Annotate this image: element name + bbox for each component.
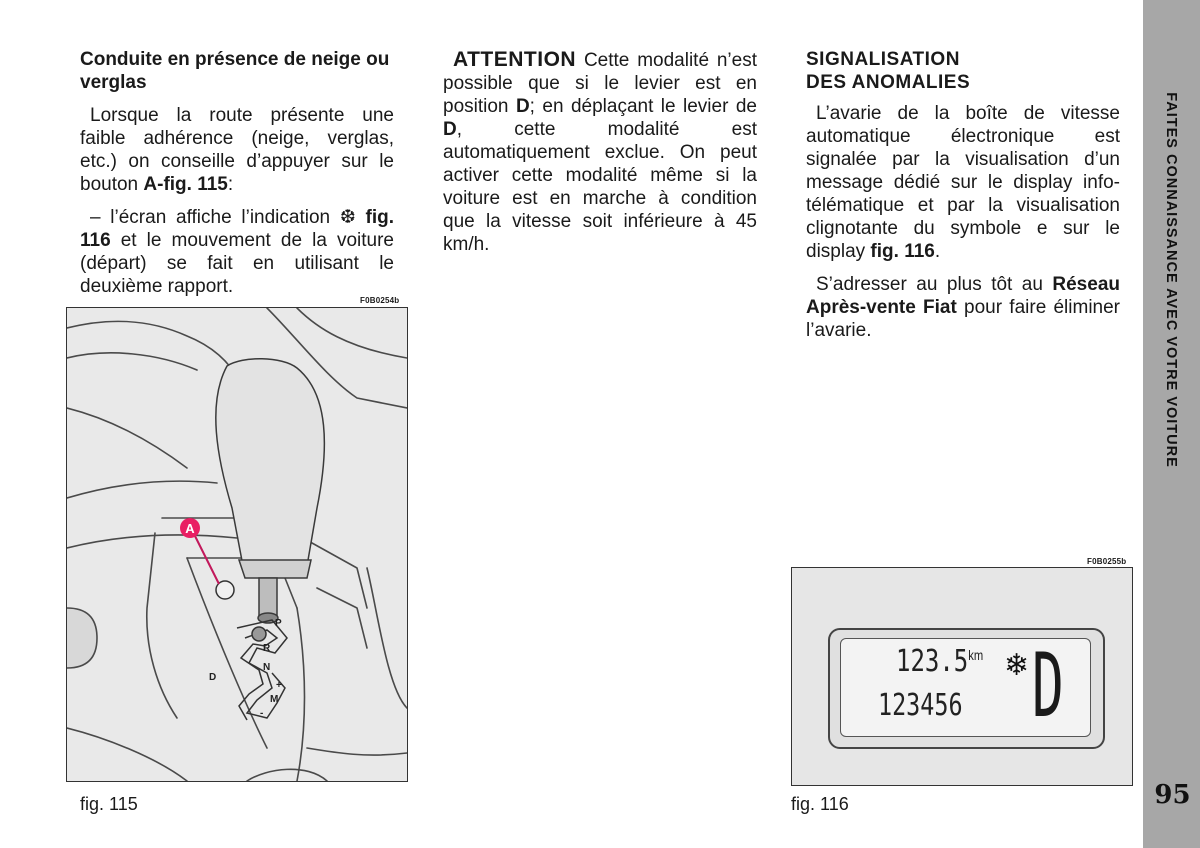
- figure-reference: fig. 116: [870, 241, 935, 262]
- gear-label-d: D: [209, 672, 217, 683]
- paragraph-snow-instructions: Lorsque la route présente une faible adhérence (neige, verglas, etc.) on conseille d’appuyer sur le bouton A-fig. 115:: [80, 105, 394, 195]
- section-heading-anomalies: SIGNALISATION DES ANOMALIES: [806, 49, 971, 93]
- paragraph-display-indication: – l’écran affiche l’indication ❆ fig. 116 et le mouvement de la voiture (départ) se fait en utilisant le deuxième rapport.: [80, 207, 395, 297]
- snowflake-icon: ❆: [339, 207, 356, 228]
- figure-reference: A-fig. 115: [143, 174, 228, 195]
- attention-label: ATTENTION: [453, 48, 577, 71]
- snowflake-icon: ❄: [1004, 649, 1030, 682]
- figure-116-display: [791, 567, 1133, 786]
- right-column: [806, 48, 1120, 342]
- section-title-vertical: FAITES CONNAISSANCE AVEC VOTRE VOITURE: [1163, 92, 1179, 468]
- section-heading-snow: Conduite en présence de neige ou verglas: [80, 49, 390, 93]
- figure-caption: fig. 115: [80, 794, 138, 814]
- gear-label-plus: +: [276, 680, 282, 691]
- figure-caption: fig. 116: [791, 794, 849, 814]
- lcd-odometer: 123456: [878, 688, 963, 723]
- page-number: 95: [1154, 780, 1191, 810]
- lcd-gear-indicator: D: [1032, 634, 1064, 737]
- gear-label-r: R: [263, 643, 271, 654]
- gear-label-p: P: [275, 618, 282, 629]
- paragraph-service-network: S’adresser au plus tôt au Réseau Après-vente Fiat pour faire éliminer l’avarie.: [806, 274, 1121, 341]
- left-column: [80, 48, 394, 298]
- figure-115-gear-lever: [66, 307, 408, 782]
- attention-note: ATTENTION Cette modalité n’est possible que si le levier est en position D; en déplaçant le levier de D, cette modalité est automatiquement exclue. On peut activer cette modalité même si la voiture est en marche à condition que la vitesse soit inférieure à 45 km/h.: [443, 48, 757, 255]
- figure-code: F0B0254b: [360, 296, 400, 305]
- lcd-distance: $123.5^{km}$: [896, 644, 984, 679]
- gear-label-m: M: [270, 694, 279, 705]
- figure-code: F0B0255b: [1087, 557, 1127, 566]
- paragraph-anomaly-signal: L’avarie de la boîte de vitesse automatique électronique est signalée par la visualisation d’un message dédié sur le display info-télématique et par la visualisation clignotante du symbole e sur le display fig. 116.: [806, 103, 1120, 262]
- middle-column: [443, 48, 757, 256]
- callout-label-a: A: [185, 521, 195, 536]
- gear-label-minus: -: [260, 708, 264, 719]
- gear-label-n: N: [263, 662, 271, 673]
- gear-lever-illustration: [67, 308, 407, 781]
- figure-reference: fig. 116: [80, 207, 395, 251]
